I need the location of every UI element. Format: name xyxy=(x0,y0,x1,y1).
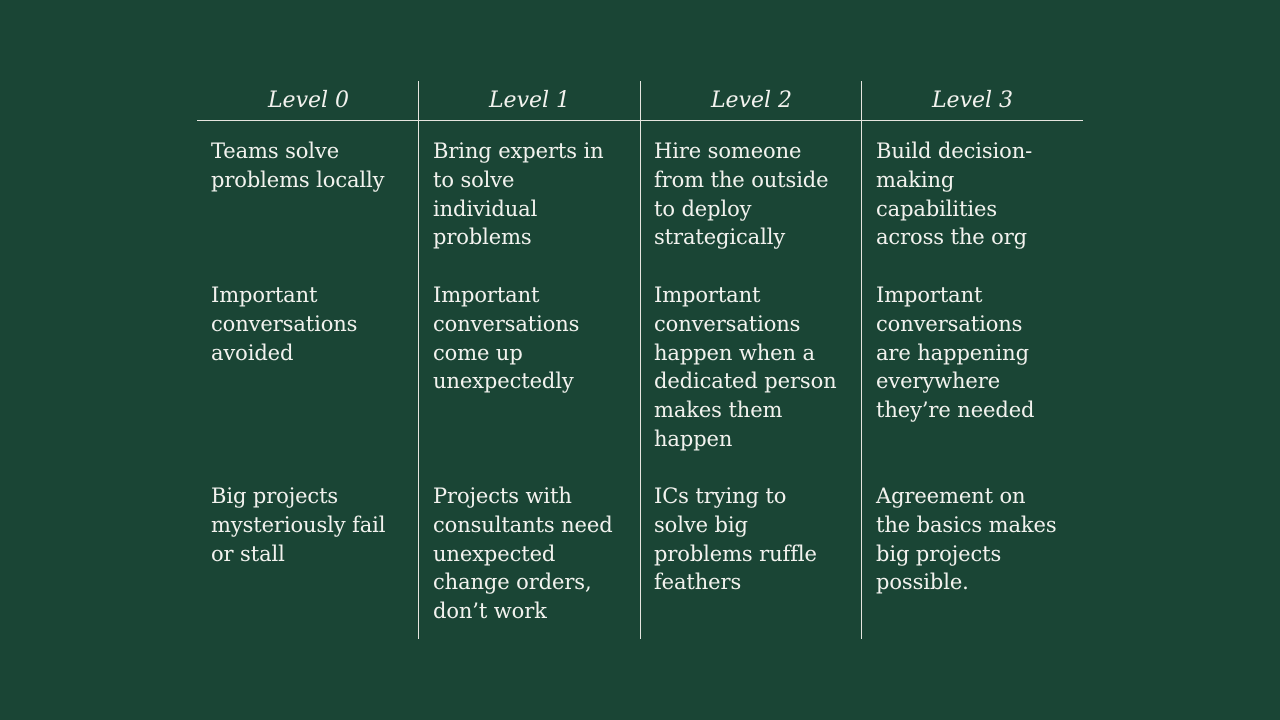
cell-row3-level3: Agreement on the basics makes big projects possible. xyxy=(876,484,1057,595)
header-level-3: Level 3 xyxy=(931,88,1014,113)
cell-row1-level1: Bring experts in to solve individual problems xyxy=(433,139,604,250)
cell-row2-level1: Important conversations come up unexpectedly xyxy=(433,283,580,394)
cell-row3-level1: Projects with consultants need unexpected change orders, don’t work xyxy=(433,484,613,624)
header-level-2: Level 2 xyxy=(710,88,793,113)
cell-row2-level3: Important conversations are happening everywhere they’re needed xyxy=(876,283,1035,423)
header-level-1: Level 1 xyxy=(488,88,571,113)
column-divider-3 xyxy=(861,81,862,639)
cell-row1-level2: Hire someone from the outside to deploy strategically xyxy=(654,139,829,250)
cell-row3-level0: Big projects mysteriously fail or stall xyxy=(211,484,386,566)
cell-row2-level0: Important conversations avoided xyxy=(211,283,358,365)
column-divider-1 xyxy=(418,81,419,639)
cell-row2-level2: Important conversations happen when a dedicated person makes them happen xyxy=(654,283,837,451)
cell-row1-level0: Teams solve problems locally xyxy=(211,139,385,192)
cell-row3-level2: ICs trying to solve big problems ruffle feathers xyxy=(654,484,817,595)
column-divider-2 xyxy=(640,81,641,639)
header-level-0: Level 0 xyxy=(267,88,350,113)
cell-row1-level3: Build decision- making capabilities across the org xyxy=(876,139,1033,250)
